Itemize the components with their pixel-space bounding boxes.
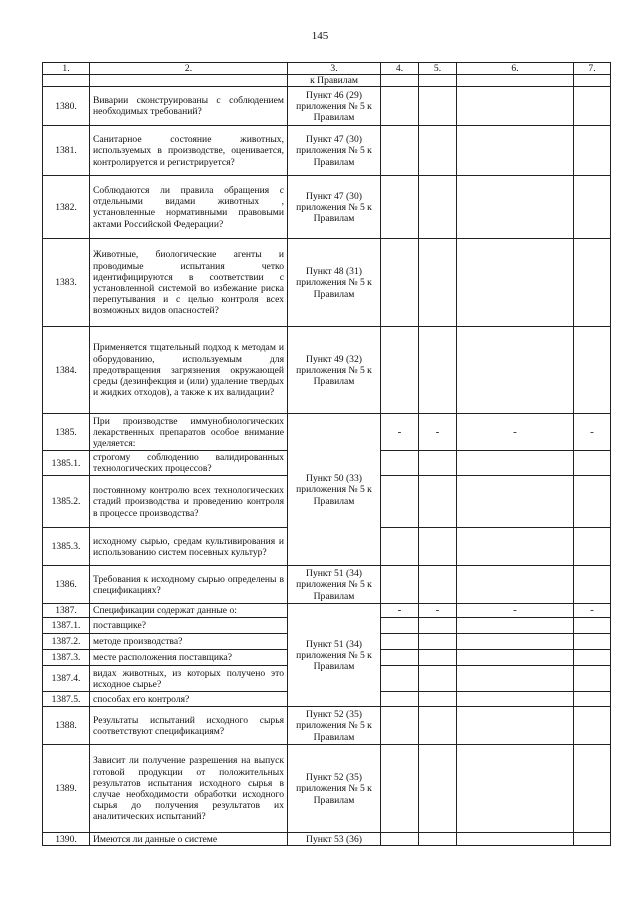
header-cell: 2. (90, 63, 288, 75)
dash-mark: - (457, 414, 574, 451)
reference-cell: Пункт 46 (29) приложения № 5 к Правилам (288, 87, 381, 126)
reference-cell: Пункт 51 (34) приложения № 5 к Правилам (288, 566, 381, 604)
checklist-table (42, 62, 611, 846)
row-number: 1383. (43, 239, 90, 327)
table-row (43, 414, 611, 451)
question-cell: видах животных, из которых получено это исходное сырье? (90, 666, 288, 692)
reference-cell: Пункт 53 (36) (288, 833, 381, 846)
row-number: 1387.5. (43, 692, 90, 707)
question-cell: Результаты испытаний исходного сырья соответствуют спецификациям? (90, 707, 288, 745)
reference-cell: Пункт 51 (34) приложения № 5 к Правилам (288, 604, 381, 707)
header-cell: 5. (419, 63, 457, 75)
table-row (43, 75, 611, 87)
question-cell: При производстве иммунобиологических лекарственных препаратов особое внимание уделяется: (90, 414, 288, 451)
row-number: 1386. (43, 566, 90, 604)
question-cell: Санитарное состояние животных, используемых в производстве, оценивается, контролируется и регистрируется? (90, 126, 288, 176)
reference-cell: к Правилам (288, 75, 381, 87)
reference-cell: Пункт 49 (32) приложения № 5 к Правилам (288, 327, 381, 414)
dash-mark: - (574, 604, 611, 618)
row-number: 1389. (43, 745, 90, 833)
header-cell: 6. (457, 63, 574, 75)
dash-mark: - (574, 414, 611, 451)
table-row (43, 87, 611, 126)
question-cell: методе производства? (90, 634, 288, 650)
table-row (43, 707, 611, 745)
reference-cell: Пункт 52 (35) приложения № 5 к Правилам (288, 745, 381, 833)
table-row (43, 745, 611, 833)
row-number: 1390. (43, 833, 90, 846)
row-number: 1387.3. (43, 650, 90, 666)
question-cell: способах его контроля? (90, 692, 288, 707)
row-number: 1385.2. (43, 476, 90, 528)
dash-mark: - (381, 414, 419, 451)
row-number: 1387.4. (43, 666, 90, 692)
reference-cell: Пункт 47 (30) приложения № 5 к Правилам (288, 176, 381, 239)
question-cell: месте расположения поставщика? (90, 650, 288, 666)
question-cell: Имеются ли данные о системе (90, 833, 288, 846)
row-number: 1385. (43, 414, 90, 451)
reference-cell: Пункт 52 (35) приложения № 5 к Правилам (288, 707, 381, 745)
table-row (43, 604, 611, 618)
row-number: 1385.3. (43, 528, 90, 566)
row-number: 1382. (43, 176, 90, 239)
question-cell: Спецификации содержат данные о: (90, 604, 288, 618)
question-cell: Виварии сконструированы с соблюдением необходимых требований? (90, 87, 288, 126)
header-cell: 1. (43, 63, 90, 75)
question-cell: Применяется тщательный подход к методам и оборудованию, используемым для предотвращения загрязнения окружающей среды (дезинфекция и (или) удаление твердых и жидких отходов), а также к их валидации? (90, 327, 288, 414)
question-cell: строгому соблюдению валидированных технологических процессов? (90, 451, 288, 476)
table-row (43, 833, 611, 846)
header-cell: 7. (574, 63, 611, 75)
table-row (43, 327, 611, 414)
question-cell: постоянному контролю всех технологических стадий производства и проведению контроля в процессе производства? (90, 476, 288, 528)
header-row (43, 63, 611, 75)
header-cell: 3. (288, 63, 381, 75)
question-cell: Требования к исходному сырью определены в спецификациях? (90, 566, 288, 604)
question-cell: Животные, биологические агенты и проводимые испытания четко идентифицируются в соответствии с установленной системой во избежание риска перепутывания и с целью контроля всех возможных видов опасностей? (90, 239, 288, 327)
reference-cell: Пункт 48 (31) приложения № 5 к Правилам (288, 239, 381, 327)
header-cell: 4. (381, 63, 419, 75)
row-number: 1384. (43, 327, 90, 414)
table-row (43, 126, 611, 176)
table-row (43, 239, 611, 327)
reference-cell: Пункт 50 (33) приложения № 5 к Правилам (288, 414, 381, 566)
question-cell: исходному сырью, средам культивирования и использованию систем посевных культур? (90, 528, 288, 566)
dash-mark: - (419, 604, 457, 618)
row-number: 1385.1. (43, 451, 90, 476)
row-number: 1380. (43, 87, 90, 126)
question-cell: Соблюдаются ли правила обращения с отдельными видами животных , установленные нормативными правовыми актами Российской Федерации? (90, 176, 288, 239)
question-cell: Зависит ли получение разрешения на выпуск готовой продукции от положительных результатов испытания исходного сырья в случае необходимости обработки исходного сырья до получения результатов их аналитических испытаний? (90, 745, 288, 833)
row-number: 1387.2. (43, 634, 90, 650)
page-number: 145 (311, 30, 329, 42)
dash-mark: - (457, 604, 574, 618)
row-number: 1381. (43, 126, 90, 176)
row-number: 1388. (43, 707, 90, 745)
dash-mark: - (419, 414, 457, 451)
reference-cell: Пункт 47 (30) приложения № 5 к Правилам (288, 126, 381, 176)
table-row (43, 566, 611, 604)
row-number: 1387.1. (43, 618, 90, 634)
dash-mark: - (381, 604, 419, 618)
table-row (43, 176, 611, 239)
row-number: 1387. (43, 604, 90, 618)
question-cell: поставщике? (90, 618, 288, 634)
